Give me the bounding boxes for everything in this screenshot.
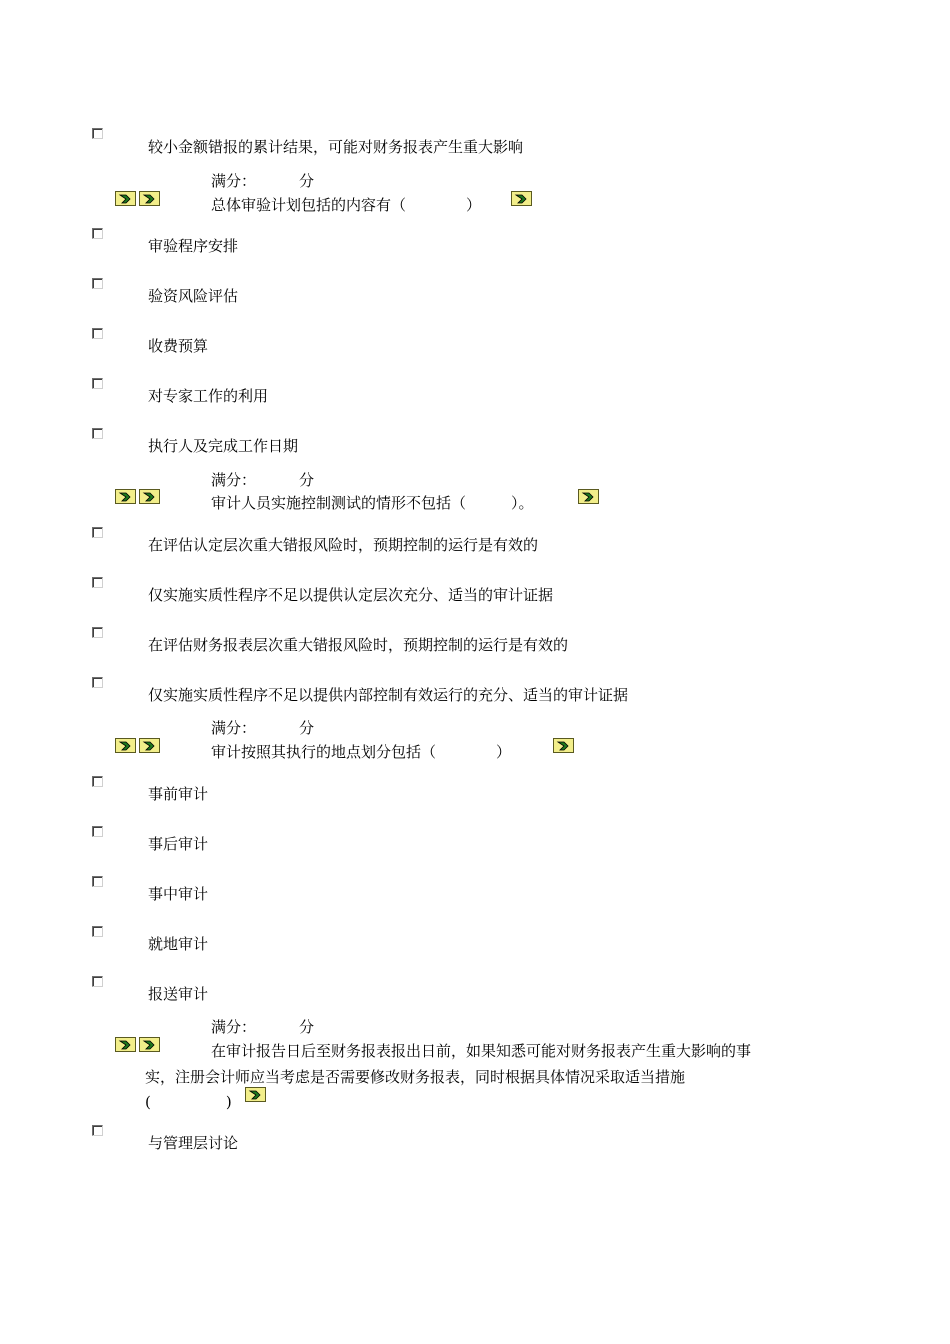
arrow-icon xyxy=(142,193,158,205)
hint-icon[interactable] xyxy=(139,489,160,504)
option-checkbox[interactable] xyxy=(92,627,103,638)
arrow-icon xyxy=(581,491,597,503)
option-label: 就地审计 xyxy=(148,935,209,953)
option-checkbox[interactable] xyxy=(92,876,103,887)
arrow-icon xyxy=(142,740,158,752)
arrow-icon xyxy=(142,1039,158,1051)
arrow-icon xyxy=(142,491,158,503)
option-checkbox[interactable] xyxy=(92,926,103,937)
score-label: 满分： xyxy=(211,1018,257,1036)
question-text-line-2: 实，注册会计师应当考虑是否需要修改财务报表，同时根据具体情况采取适当措施 xyxy=(145,1068,686,1086)
score-label: 满分： xyxy=(211,719,257,737)
score-label: 满分： xyxy=(211,471,257,489)
option-label: 事后审计 xyxy=(148,835,209,853)
option-checkbox[interactable] xyxy=(92,527,103,538)
arrow-icon xyxy=(556,740,572,752)
arrow-icon xyxy=(118,491,134,503)
hint-icon[interactable] xyxy=(139,191,160,206)
question-help-icon[interactable] xyxy=(553,738,574,753)
score-line xyxy=(211,469,315,490)
option-checkbox[interactable] xyxy=(92,826,103,837)
option-label: 事中审计 xyxy=(148,885,209,903)
option-label: 仅实施实质性程序不足以提供内部控制有效运行的充分、适当的审计证据 xyxy=(148,686,629,704)
answer-icon[interactable] xyxy=(115,1037,136,1052)
arrow-icon xyxy=(514,193,530,205)
score-unit: 分 xyxy=(299,471,315,489)
option-checkbox[interactable] xyxy=(92,328,103,339)
score-unit: 分 xyxy=(299,172,315,190)
answer-icon[interactable] xyxy=(115,489,136,504)
option-label: 报送审计 xyxy=(148,985,209,1003)
question-text-line-1: 在审计报告日后至财务报表报出日前，如果知悉可能对财务报表产生重大影响的事 xyxy=(211,1042,752,1060)
question-text: 审计人员实施控制测试的情形不包括（ ）。 xyxy=(211,494,534,512)
arrow-icon xyxy=(118,740,134,752)
question-text: 总体审验计划包括的内容有（ ） xyxy=(211,196,482,214)
answer-icon[interactable] xyxy=(115,191,136,206)
option-checkbox[interactable] xyxy=(92,378,103,389)
option-label: 在评估认定层次重大错报风险时，预期控制的运行是有效的 xyxy=(148,536,539,554)
option-label: 执行人及完成工作日期 xyxy=(148,437,299,455)
option-label: 验资风险评估 xyxy=(148,287,239,305)
option-label: 审验程序安排 xyxy=(148,237,239,255)
option-label: 与管理层讨论 xyxy=(148,1134,239,1152)
score-unit: 分 xyxy=(299,719,315,737)
hint-icon[interactable] xyxy=(139,1037,160,1052)
option-checkbox[interactable] xyxy=(92,228,103,239)
arrow-icon xyxy=(248,1089,264,1101)
option-checkbox[interactable] xyxy=(92,577,103,588)
question-text-line-3: ( ) xyxy=(145,1093,232,1111)
question-help-icon[interactable] xyxy=(245,1087,266,1102)
answer-icon[interactable] xyxy=(115,738,136,753)
option-checkbox[interactable] xyxy=(92,428,103,439)
hint-icon[interactable] xyxy=(139,738,160,753)
option-label: 在评估财务报表层次重大错报风险时，预期控制的运行是有效的 xyxy=(148,636,569,654)
score-line xyxy=(211,1016,315,1037)
question-help-icon[interactable] xyxy=(511,191,532,206)
score-unit: 分 xyxy=(299,1018,315,1036)
option-checkbox[interactable] xyxy=(92,278,103,289)
option-checkbox[interactable] xyxy=(92,128,103,139)
question-help-icon[interactable] xyxy=(578,489,599,504)
score-line xyxy=(211,717,315,738)
option-label: 对专家工作的利用 xyxy=(148,387,269,405)
option-checkbox[interactable] xyxy=(92,677,103,688)
score-line xyxy=(211,170,315,191)
arrow-icon xyxy=(118,1039,134,1051)
option-label: 事前审计 xyxy=(148,785,209,803)
option-checkbox[interactable] xyxy=(92,976,103,987)
arrow-icon xyxy=(118,193,134,205)
question-text: 审计按照其执行的地点划分包括（ ） xyxy=(211,743,512,761)
option-label: 较小金额错报的累计结果，可能对财务报表产生重大影响 xyxy=(148,138,524,156)
option-checkbox[interactable] xyxy=(92,776,103,787)
option-label: 仅实施实质性程序不足以提供认定层次充分、适当的审计证据 xyxy=(148,586,554,604)
score-label: 满分： xyxy=(211,172,257,190)
option-checkbox[interactable] xyxy=(92,1125,103,1136)
option-label: 收费预算 xyxy=(148,337,209,355)
